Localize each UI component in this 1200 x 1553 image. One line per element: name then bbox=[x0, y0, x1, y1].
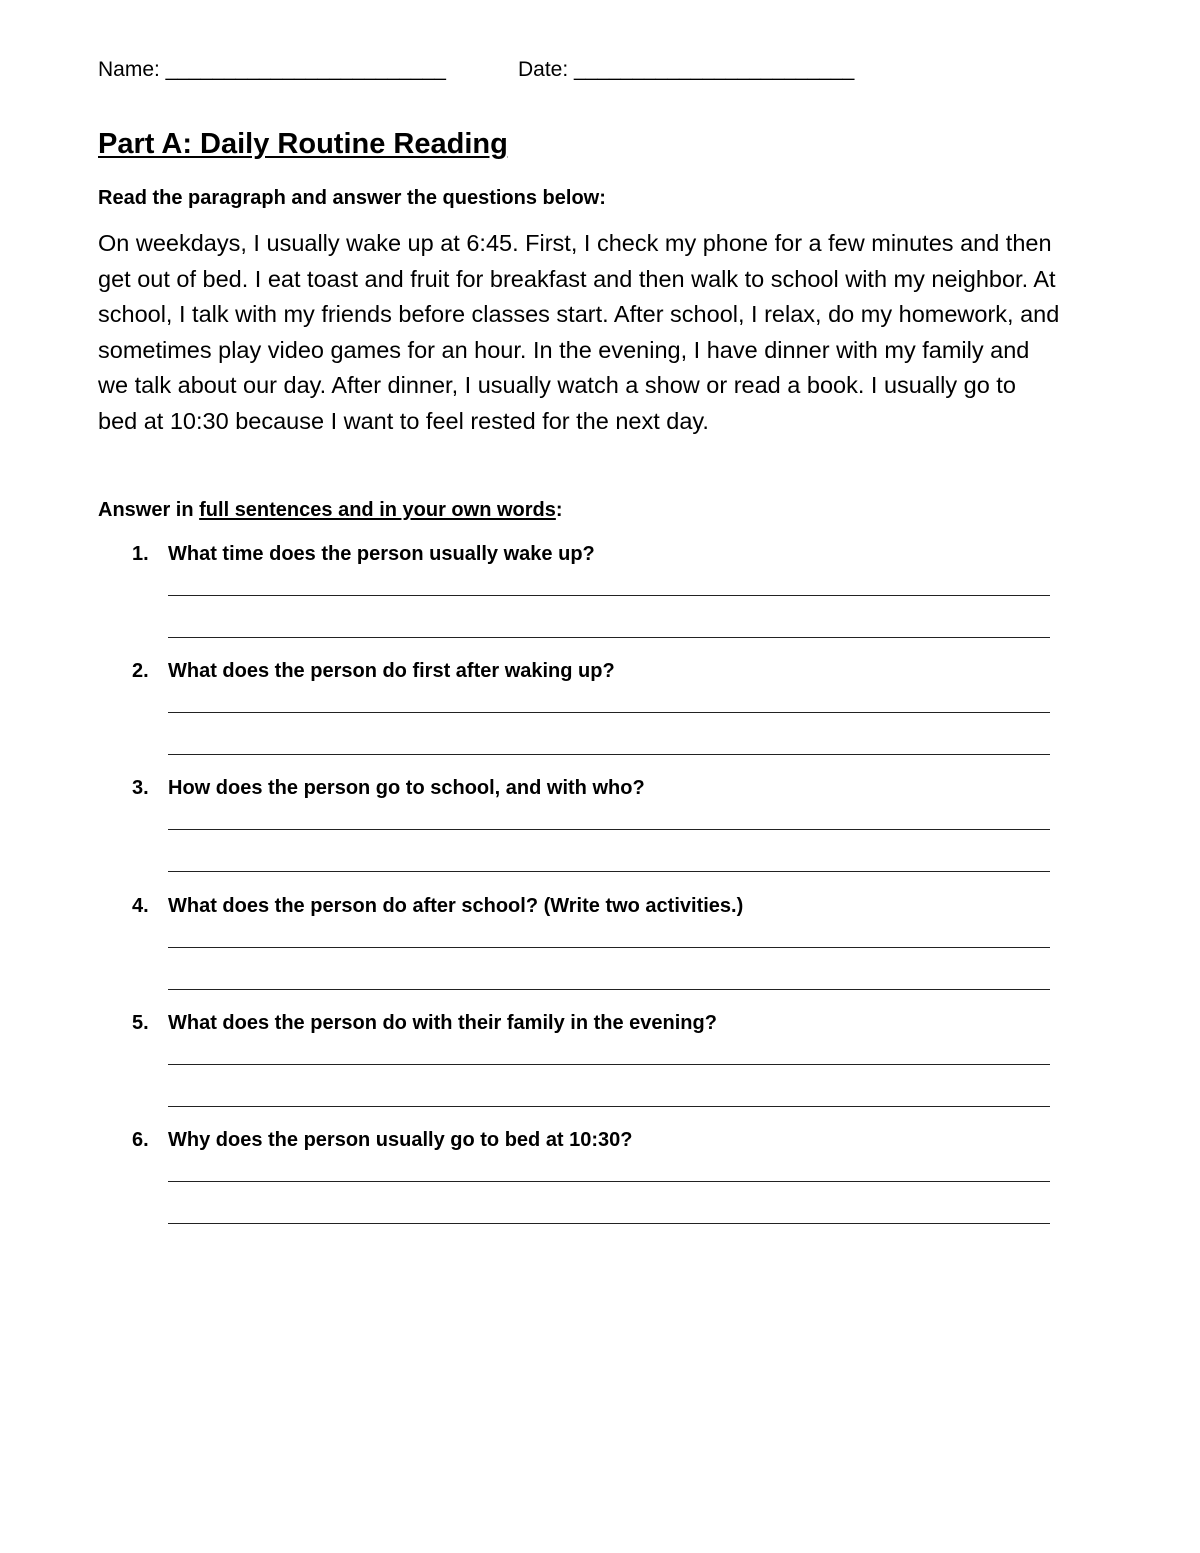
question-text: What does the person do with their family in the evening? bbox=[168, 1012, 717, 1034]
header bbox=[98, 58, 855, 82]
answer-instruction-emphasis: full sentences and in your own words bbox=[199, 499, 556, 521]
question-text: What does the person do first after waking up? bbox=[168, 660, 615, 682]
answer-line[interactable] bbox=[168, 1181, 1050, 1182]
question-number: 1. bbox=[132, 543, 149, 565]
question-text: What time does the person usually wake up? bbox=[168, 543, 595, 565]
question-number: 2. bbox=[132, 660, 149, 682]
answer-line[interactable] bbox=[168, 1064, 1050, 1065]
answer-line[interactable] bbox=[168, 637, 1050, 638]
answer-line[interactable] bbox=[168, 595, 1050, 596]
page-title: Part A: Daily Routine Reading bbox=[98, 128, 508, 160]
question-text: How does the person go to school, and with who? bbox=[168, 777, 645, 799]
reading-instruction: Read the paragraph and answer the questions below: bbox=[98, 187, 606, 209]
question-text: What does the person do after school? (Write two activities.) bbox=[168, 895, 744, 917]
date-field[interactable]: Date: ________________________ bbox=[518, 58, 855, 81]
question-number: 3. bbox=[132, 777, 149, 799]
answer-line[interactable] bbox=[168, 947, 1050, 948]
question-number: 4. bbox=[132, 895, 149, 917]
answer-line[interactable] bbox=[168, 829, 1050, 830]
answer-instruction bbox=[98, 499, 563, 522]
question-text: Why does the person usually go to bed at 10:30? bbox=[168, 1129, 633, 1151]
answer-line[interactable] bbox=[168, 871, 1050, 872]
answer-line[interactable] bbox=[168, 1223, 1050, 1224]
question-number: 6. bbox=[132, 1129, 149, 1151]
answer-instruction-prefix: Answer in bbox=[98, 499, 200, 521]
answer-line[interactable] bbox=[168, 754, 1050, 755]
answer-instruction-suffix: : bbox=[555, 499, 563, 521]
answer-line[interactable] bbox=[168, 989, 1050, 990]
question-number: 5. bbox=[132, 1012, 149, 1034]
answer-line[interactable] bbox=[168, 1106, 1050, 1107]
name-field[interactable]: Name: ________________________ bbox=[98, 58, 446, 81]
answer-line[interactable] bbox=[168, 712, 1050, 713]
reading-paragraph: On weekdays, I usually wake up at 6:45. First, I check my phone for a few minutes and then get out of bed. I eat toast and fruit for breakfast and then walk to school with my neighbor. At school, I talk with my friends before classes start. After school, I relax, do my homework, and sometimes play video games for an hour. In the evening, I have dinner with my family and we talk about our day. After dinner, I usually watch a show or read a book. I usually go to bed at 10:30 because I want to feel rested for the next day. bbox=[98, 230, 1060, 434]
